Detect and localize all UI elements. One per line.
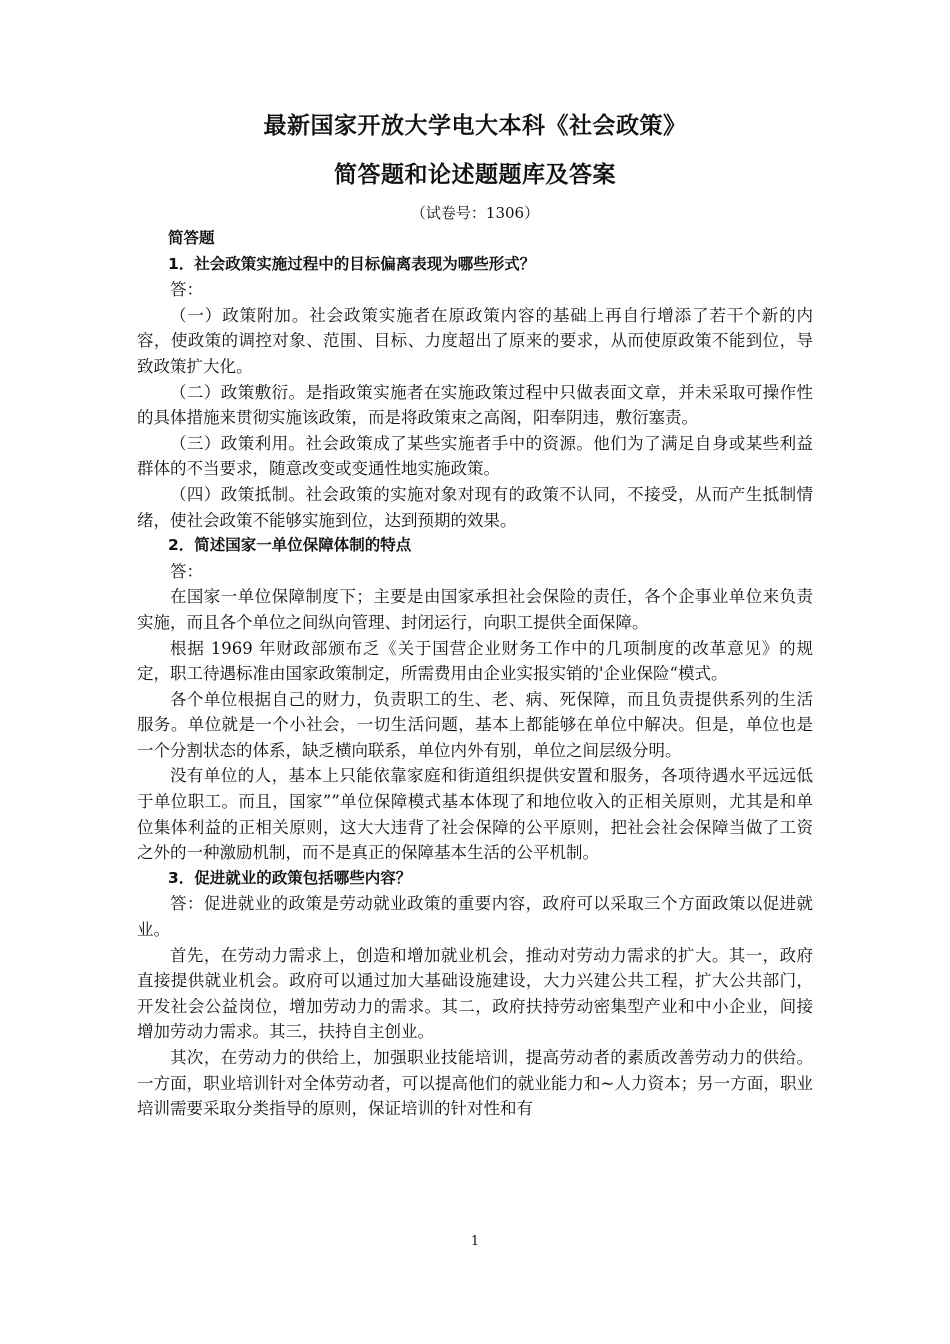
answer-2-paragraph: 根据 1969 年财政部颁布乏《关于国营企业财务工作中的几项制度的改革意见》的规定，职工待遇标准由国家政策制定，所需费用由企业实报实销的'企业保险“模式。 (137, 638, 813, 684)
paper-number: （试卷号：1306） (410, 204, 540, 222)
answer-1-paragraph: （二）政策敷衍。是指政策实施者在实施政策过程中只做表面文章，并未采取可操作性的具体措施来贯彻实施该政策，而是将政策束之高阁，阳奉阴违，敷衍塞责。 (137, 382, 813, 428)
document-subtitle: 简答题和论述题题库及答案 (334, 162, 616, 188)
answer-2-paragraph: 没有单位的人，基本上只能依靠家庭和街道组织提供安置和服务，各项待遇水平远远低于单位职工。而且，国家””单位保障模式基本体现了和地位收入的正相关原则，尤其是和单位集体利益的正相关原则，这大大违背了社会保障的公平原则，把社会社会保障当做了工资之外的一种激励机制，而不是真正的保障基本生活的公平机制。 (137, 766, 813, 863)
answer-2-paragraph: 各个单位根据自己的财力，负责职工的生、老、病、死保障，而且负责提供系列的生活服务。单位就是一个小社会，一切生活问题，基本上都能够在单位中解决。但是，单位也是一个分割状态的体系，缺乏横向联系，单位内外有别，单位之间层级分明。 (137, 689, 813, 760)
answer-label-2: 答： (170, 561, 203, 581)
document-page (137, 0, 813, 1344)
question-3: 3．促进就业的政策包括哪些内容？ (168, 868, 412, 887)
answer-label-1: 答： (170, 280, 203, 300)
answer-3-paragraph: 首先，在劳动力需求上，创造和增加就业机会，推动对劳动力需求的扩大。其一，政府直接提供就业机会。政府可以通过加大基础设施建设，大力兴建公共工程，扩大公共部门，开发社会公益岗位，增加劳动力的需求。其二，政府扶持劳动密集型产业和中小企业，间接增加劳动力需求。其三，扶持自主创业。 (137, 945, 813, 1042)
answer-2-paragraph: 在国家一单位保障制度下；主要是由国家承担社会保险的责任，各个企事业单位来负责实施，而且各个单位之间纵向管理、封闭运行，向职工提供全面保障。 (137, 587, 813, 632)
answer-3-paragraph: 其次，在劳动力的供给上，加强职业技能培训，提高劳动者的素质改善劳动力的供给。一方面，职业培训针对全体劳动者，可以提高他们的就业能力和~人力资本；另一方面，职业培训需要采取分类指导的原则，保证培训的针对性和有 (137, 1048, 813, 1119)
section-heading: 简答题 (168, 229, 215, 247)
page-number: 1 (470, 1234, 480, 1249)
answer-1-paragraph: （三）政策利用。社会政策成了某些实施者手中的资源。他们为了满足自身或某些利益群体的不当要求，随意改变或变通性地实施政策。 (137, 433, 813, 479)
document-body (137, 226, 813, 1122)
question-1: 1．社会政策实施过程中的目标偏离表现为哪些形式？ (168, 254, 536, 273)
answer-3-paragraph: 答：促进就业的政策是劳动就业政策的重要内容，政府可以采取三个方面政策以促进就业。 (137, 894, 813, 940)
question-2: 2．简述国家一单位保障体制的特点 (168, 536, 412, 555)
answer-1-paragraph: （四）政策抵制。社会政策的实施对象对现有的政策不认同，不接受，从而产生抵制情绪，使社会政策不能够实施到位，达到预期的效果。 (137, 484, 813, 530)
answer-1-paragraph: （一）政策附加。社会政策实施者在原政策内容的基础上再自行增添了若干个新的内容，使政策的调控对象、范围、目标、力度超出了原来的要求，从而使原政策不能到位，导致政策扩大化。 (137, 305, 813, 376)
document-title: 最新国家开放大学电大本科《社会政策》 (263, 113, 687, 139)
